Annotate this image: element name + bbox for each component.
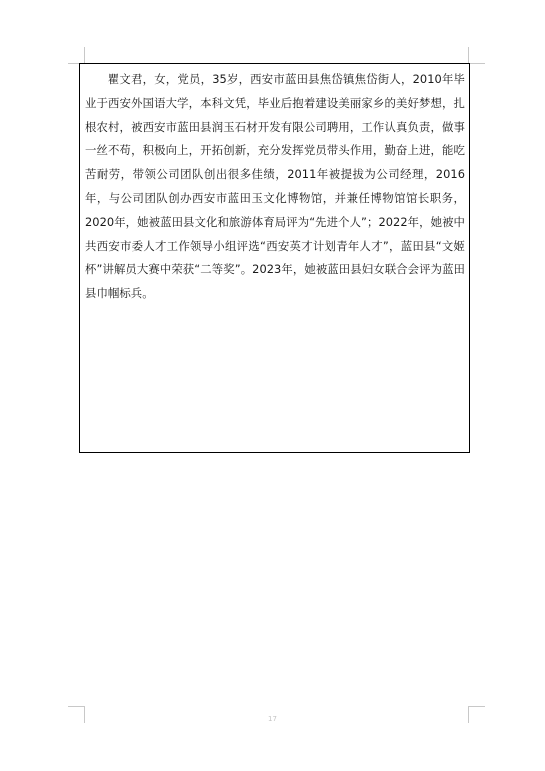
biography-paragraph[interactable]: 瞿文君，女，党员，35岁，西安市蓝田县焦岱镇焦岱街人，2010年毕业于西安外国语大学，本科文凭，毕业后抱着建设美丽家乡的美好梦想，扎根农村，被西安市蓝田县润玉石材开发有限公司聘用，工作认真负责，做事一丝不苟，积极向上，开拓创新，充分发挥党员带头作用，勤奋上进，能吃苦耐劳，带领公司团队创出很多佳绩，2011年被提拔为公司经理，2016年，与公司团队创办西安市蓝田玉文化博物馆，并兼任博物馆馆长职务，2020年，她被蓝田县文化和旅游体育局评为“先进个人”；2022年，她被中共西安市委人才工作领导小组评选“西安英才计划青年人才”，蓝田县“文姬杯”讲解员大赛中荣获“二等奖”。2023年，她被蓝田县妇女联合会评为蓝田县巾帼标兵。: [85, 72, 465, 301]
crop-mark-top-left: [68, 47, 85, 64]
biography-text-box[interactable]: [79, 63, 470, 453]
crop-mark-top-right: [468, 47, 485, 64]
page-number: 17: [268, 715, 277, 723]
